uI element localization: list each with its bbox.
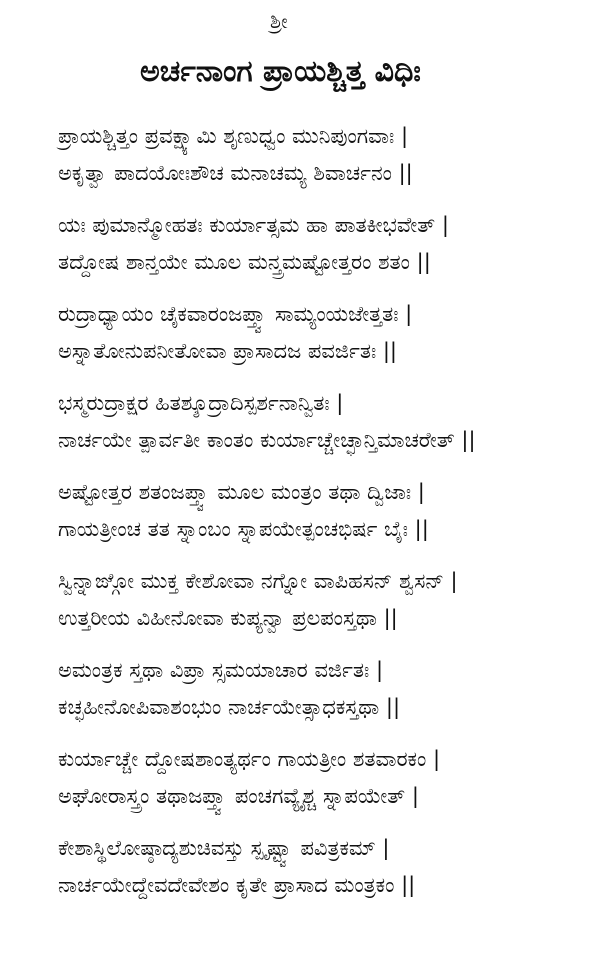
- verse-line: ಅಮಂತ್ರಕ ಸ್ತಥಾ ವಿಪ್ರಾ ಸ್ಸಮಯಾಚಾರ ವರ್ಜಿತಃ |: [58, 658, 384, 682]
- verse-line: ಯಃ ಪುಮಾನ್ಮೋಹತಃ ಕುರ್ಯಾತ್ಸಮ ಹಾ ಪಾತಕೀಭವೇತ್ |: [58, 213, 449, 237]
- verse-line: ರುದ್ರಾಧ್ಯಾಯಂ ಚೈಕವಾರಂಜಪ್ತ್ವಾ ಸಾಮ್ಯಂಯಜೇತ್ತತಃ |: [58, 302, 413, 326]
- verse-line: ತದ್ದೋಷ ಶಾನ್ತಯೇ ಮೂಲ ಮನ್ತ್ರಮಷ್ಟೋತ್ತರಂ ಶತಂ ||: [58, 250, 431, 274]
- verse-1: [58, 118, 588, 207]
- verse-line: ಸ್ವಿನ್ನಾಙ್ಗೋ ಮುಕ್ತ ಕೇಶೋವಾ ನಗ್ನೋ ವಾಪಿಹಸನ್ ಶ್ವಸನ್ |: [58, 569, 458, 593]
- verse-line: ಕಚ್ಛಹೀನೋಪಿವಾಶಂಭುಂ ನಾರ್ಚಯೇತ್ಸಾಧಕಸ್ತಥಾ ||: [58, 695, 401, 719]
- verse-2: [58, 207, 588, 296]
- verse-line: ಕೇಶಾಸ್ಥಿಲೋಷ್ಠಾದ್ಯಶುಚಿವಸ್ತು ಸ್ಪೃಷ್ಟ್ವಾ ಪವಿತ್ರಕಮ್ |: [58, 836, 390, 860]
- verse-line: ಭಸ್ಮರುದ್ರಾಕ್ಷರ ಹಿತಶ್ಶೂದ್ರಾದಿಸ್ಪರ್ಶನಾನ್ವಿತಃ |: [58, 391, 344, 415]
- verse-3: [58, 296, 588, 385]
- verse-line: ಅಘೋರಾಸ್ತ್ರಂ ತಥಾಜಪ್ತ್ವಾ ಪಂಚಗವ್ಯೈಶ್ಚ ಸ್ನಾಪಯೇತ್ |: [58, 784, 419, 808]
- verse-6: [58, 563, 588, 652]
- verse-list: [58, 118, 588, 919]
- verse-line: ಕುರ್ಯಾಚ್ಚೇ ದ್ದೋಷಶಾಂತ್ಯರ್ಥಂ ಗಾಯತ್ರೀಂ ಶತವಾರಕಂ |: [58, 747, 441, 771]
- verse-line: ನಾರ್ಚಯೇದ್ದೇವದೇವೇಶಂ ಕೃತೇ ಪ್ರಾಸಾದ ಮಂತ್ರಕಂ ||: [58, 873, 416, 897]
- verse-line: ಪ್ರಾಯಶ್ಚಿತ್ತಂ ಪ್ರವಕ್ಷ್ಯಾಮಿ ಶೃಣುಧ್ವಂ ಮುನಿಪುಂಗವಾಃ |: [58, 124, 409, 148]
- verse-line: ಅಷ್ಟೋತ್ತರ ಶತಂಜಪ್ತ್ವಾ ಮೂಲ ಮಂತ್ರಂ ತಥಾ ದ್ವಿಜಾಃ |: [58, 480, 425, 504]
- invocation-text: ಶ್ರೀ: [270, 9, 288, 33]
- page-title: ಅರ್ಚನಾಂಗ ಪ್ರಾಯಶ್ಚಿತ್ತ ವಿಧಿಃ: [140, 54, 421, 89]
- verse-4: [58, 385, 588, 474]
- verse-line: ನಾರ್ಚಯೇ ತ್ಪಾರ್ವತೀ ಕಾಂತಂ ಕುರ್ಯಾಚ್ಚೇಚ್ಛಾನ್ತಿಮಾಚರೇತ್ ||: [58, 428, 476, 452]
- verse-8: [58, 741, 588, 830]
- verse-7: [58, 652, 588, 741]
- verse-line: ಅಕೃತ್ವಾ ಪಾದಯೋಃಶೌಚ ಮನಾಚಮ್ಯ ಶಿವಾರ್ಚನಂ ||: [58, 161, 413, 185]
- verse-line: ಉತ್ತರೀಯ ವಿಹೀನೋವಾ ಕುಪ್ಯನ್ವಾ ಪ್ರಲಪಂಸ್ತಥಾ ||: [58, 606, 398, 630]
- verse-9: [58, 830, 588, 919]
- verse-line: ಗಾಯತ್ರೀಂಚ ತತ ಸ್ನಾಂಬಂ ಸ್ನಾಪಯೇತ್ಪಂಚಭಿರ್ಷ ಬೈಃ ||: [58, 517, 429, 541]
- verse-line: ಅಸ್ನಾತೋನುಪನೀತೋವಾ ಪ್ರಾಸಾದಜ ಪವರ್ಜಿತಃ ||: [58, 339, 398, 363]
- verse-5: [58, 474, 588, 563]
